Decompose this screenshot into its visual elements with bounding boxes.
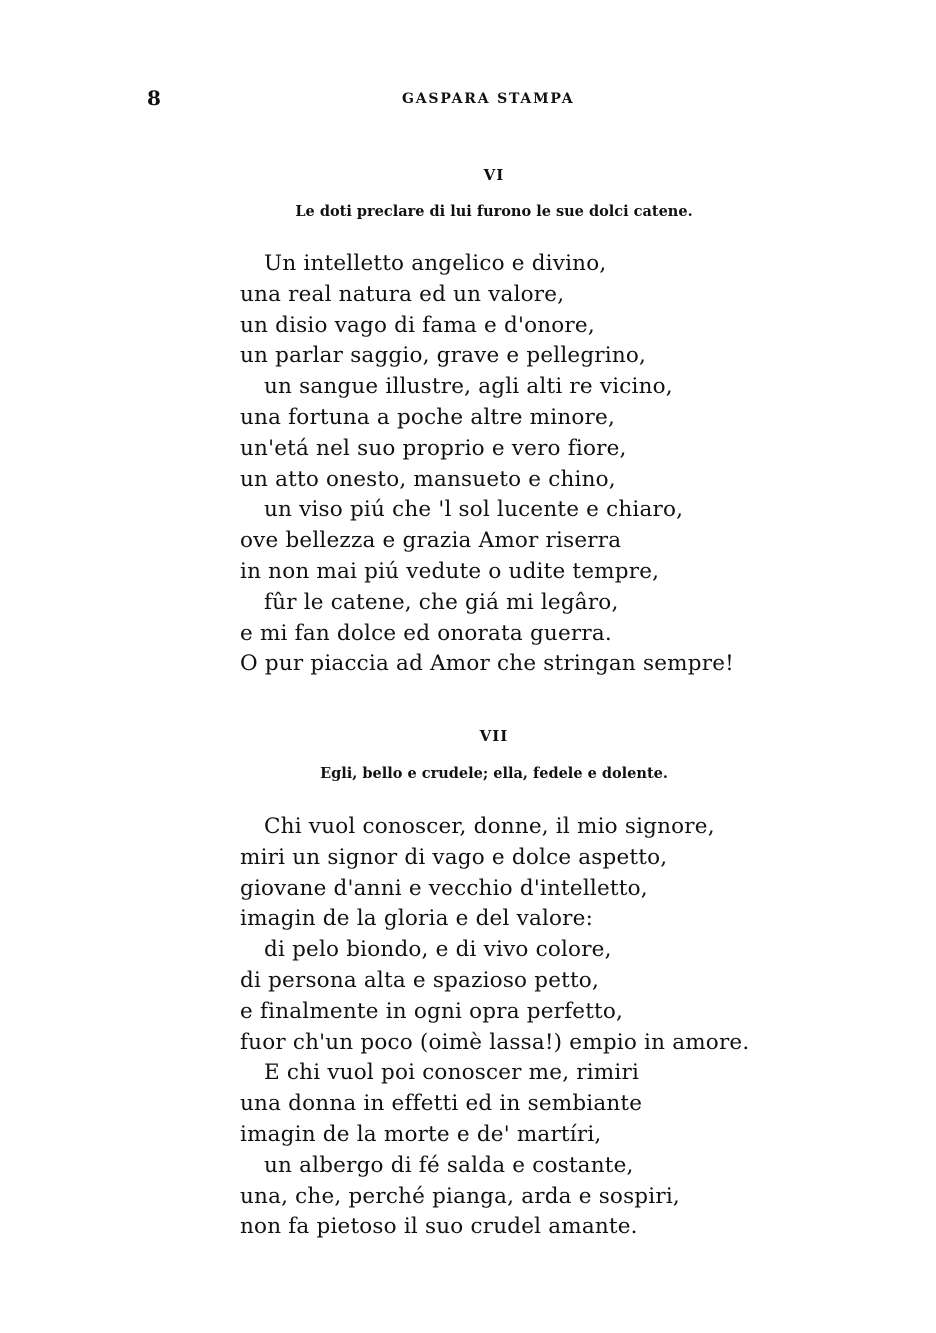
verse-line: Un intelletto angelico e divino, — [264, 251, 607, 276]
verse-line: giovane d'anni e vecchio d'intelletto, — [240, 875, 648, 901]
verse-line: imagin de la gloria e del valore: — [240, 906, 594, 932]
verse-line: ove bellezza e grazia Amor riserra — [240, 528, 622, 554]
verse-line: un disio vago di fama e d'onore, — [240, 312, 595, 338]
verse-line: un atto onesto, mansueto e chino, — [240, 466, 616, 492]
verse-line: una donna in effetti ed in sembiante — [240, 1091, 643, 1117]
verse-line: un'etá nel suo proprio e vero fiore, — [240, 435, 627, 461]
running-head-author: GASPARA STAMPA — [402, 91, 575, 107]
verse-line: E chi vuol poi conoscer me, rimiri — [264, 1060, 640, 1086]
page-number: 8 — [147, 86, 161, 110]
poem-subtitle: Le doti preclare di lui furono le sue dolci catene. — [295, 203, 693, 220]
verse-line: di persona alta e spazioso petto, — [240, 967, 599, 993]
verse-line: Chi vuol conoscer, donne, il mio signore, — [264, 814, 715, 839]
poem-verses — [240, 812, 749, 1243]
verse-line: una real natura ed un valore, — [240, 281, 565, 307]
poem-subtitle: Egli, bello e crudele; ella, fedele e dolente. — [320, 765, 668, 782]
verse-line: un albergo di fé salda e costante, — [264, 1152, 634, 1178]
verse-line: una, che, perché pianga, arda e sospiri, — [240, 1183, 680, 1209]
poem-number: VII — [479, 727, 509, 745]
verse-line: in non mai piú vedute o udite tempre, — [240, 558, 660, 584]
verse-line: non fa pietoso il suo crudel amante. — [240, 1214, 638, 1240]
verse-line: miri un signor di vago e dolce aspetto, — [240, 844, 668, 870]
verse-line: un viso piú che 'l sol lucente e chiaro, — [264, 497, 684, 523]
running-head — [0, 86, 936, 110]
verse-line: e finalmente in ogni opra perfetto, — [240, 998, 624, 1024]
verse-line: e mi fan dolce ed onorata guerra. — [240, 620, 612, 646]
verse-line: di pelo biondo, e di vivo colore, — [264, 937, 612, 963]
verse-line: un sangue illustre, agli alti re vicino, — [264, 374, 673, 400]
verse-line: una fortuna a poche altre minore, — [240, 404, 615, 430]
verse-line: fuor ch'un poco (oimè lassa!) empio in amore. — [240, 1029, 750, 1055]
verse-line: un parlar saggio, grave e pellegrino, — [240, 343, 647, 369]
verse-line: O pur piaccia ad Amor che stringan sempre! — [240, 651, 734, 677]
verse-line: imagin de la morte e de' martíri, — [240, 1121, 602, 1147]
poem-verses — [240, 249, 734, 680]
verse-line: fûr le catene, che giá mi legâro, — [264, 589, 619, 615]
poem-number: VI — [483, 166, 505, 184]
